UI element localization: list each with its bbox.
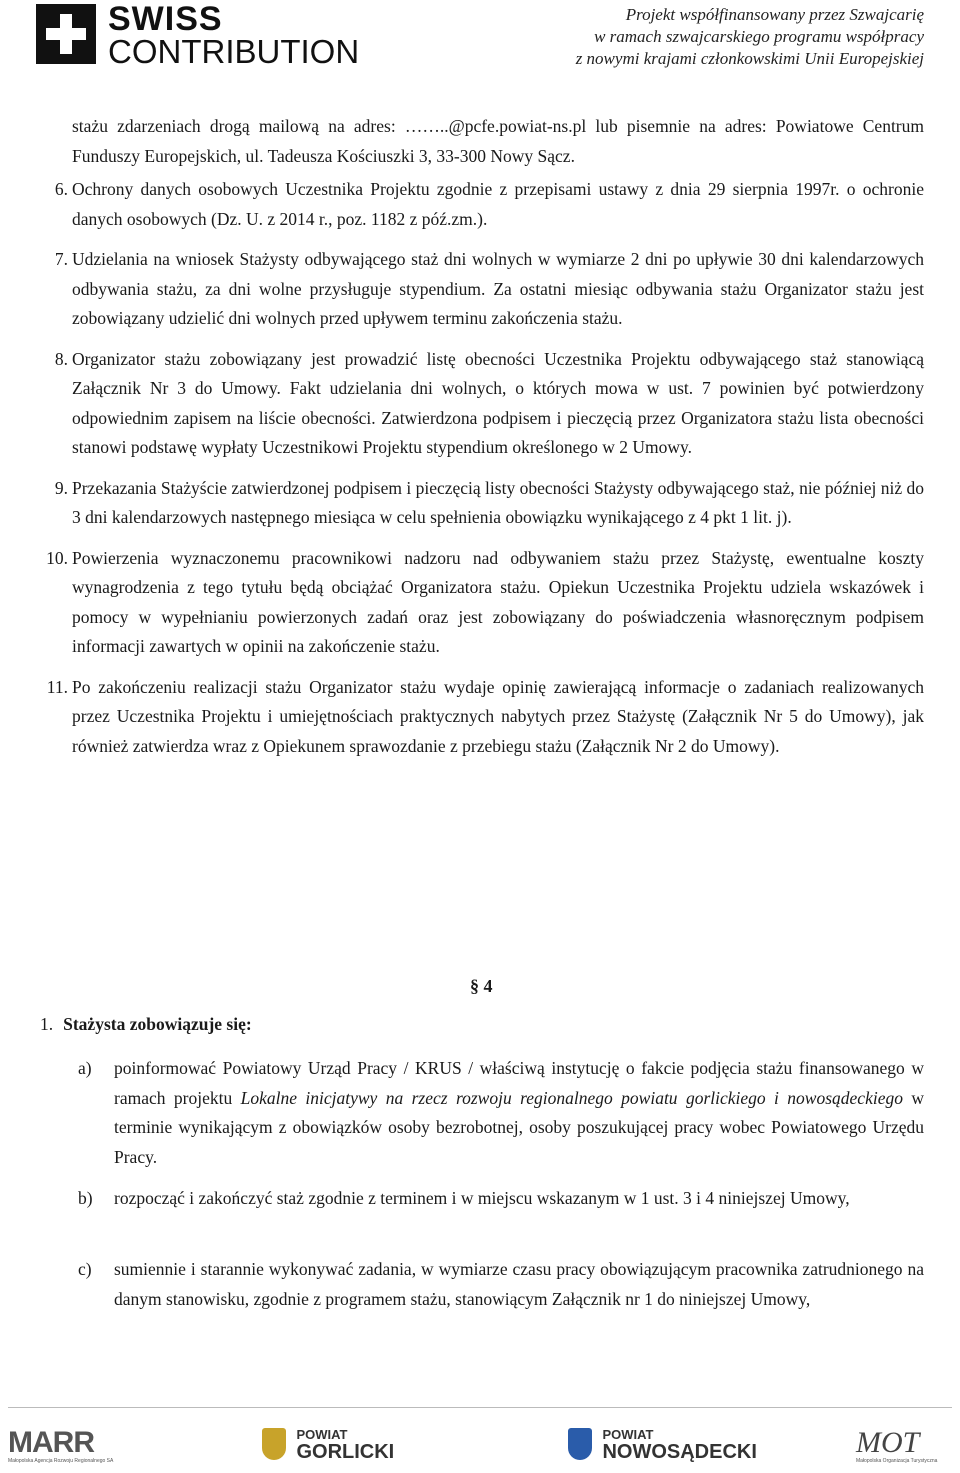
subpoint-item <box>78 1184 924 1214</box>
subpoint-item <box>78 1255 924 1314</box>
item-text: Powierzenia wyznaczonemu pracownikowi nadzoru nad odbywaniem stażu przez Stażystę, ewentualne koszty wynagrodzenia z tego tytułu będą obciążać Organizatora stażu. Opiekun Uczestnika Projektu udziela wskazówek i pomocy w wypełnianiu powierzonych zadań oraz jest zobowiązany do poświadczenia własnoręcznym podpisem informacji zawartych w opinii na zakończenie stażu. <box>72 547 924 656</box>
item-text: Ochrony danych osobowych Uczestnika Projektu zgodnie z przepisami ustawy z dnia 29 sierpnia 1997r. o ochronie danych osobowych (Dz. U. z 2014 r., poz. 1182 z póź.zm.). <box>72 179 924 229</box>
mot-wordmark: MOT <box>856 1426 920 1459</box>
powiat-name: GORLICKI <box>296 1441 395 1463</box>
list-item <box>54 345 924 463</box>
subpoint-text: poinformować Powiatowy Urząd Pracy / KRUS / właściwą instytucję o fakcie podjęcia stażu finansowanego w ramach projektu <box>114 1058 924 1108</box>
item-number: 10. <box>46 547 68 568</box>
powiat-nowosadecki-logo <box>568 1428 757 1468</box>
powiat-label: POWIAT <box>296 1427 348 1442</box>
powiat-gorlicki-logo <box>262 1428 394 1468</box>
subpoint-text: sumiennie i starannie wykonywać zadania, w wymiarze czasu pracy obowiązującym pracownika zatrudnionego na danym stanowisku, zgodnie z programem stażu, stanowiącym Załącznik nr 1 do niniejszej Umowy, <box>114 1259 924 1309</box>
mot-logo <box>856 1428 937 1468</box>
intro-paragraph: stażu zdarzeniach drogą mailową na adres: ……..@pcfe.powiat-ns.pl lub pisemnie na adres: Powiatowe Centrum Funduszy Europejskich, ul. Tadeusza Kościuszki 3, 33-300 Nowy Sącz. <box>72 116 924 166</box>
document-body <box>46 112 924 772</box>
powiat-label: POWIAT <box>602 1427 654 1442</box>
item-number: 11. <box>46 676 68 697</box>
subpoint-mark: b) <box>78 1188 93 1208</box>
funding-line: w ramach szwajcarskiego programu współpracy <box>594 27 924 46</box>
footer-divider <box>8 1407 952 1408</box>
item-text: Udzielania na wniosek Stażysty odbywającego staż dni wolnych w wymiarze 2 dni po upływie 30 dni kalendarzowych odbywania stażu, za dni wolne przysługuje stypendium. Za ostatni miesiąc odbywania stażu Organizator stażu jest zobowiązany udzielić dni wolnych przed upływem terminu zakończenia stażu. <box>72 249 924 328</box>
section-point <box>40 1014 252 1035</box>
item-text: Przekazania Stażyście zatwierdzonej podpisem i pieczęcią listy obecności Stażysty odbywającego staż, nie później niż do 3 dni kalendarzowych następnego miesiąca w celu spełnienia obowiązku wynikającego z 4 pkt 1 lit. j). <box>72 477 924 527</box>
logo-word-contribution: CONTRIBUTION <box>108 33 360 70</box>
item-number: 7. <box>54 249 68 269</box>
subpoint-text-end: w terminie wynikającym z obowiązków osoby bezrobotnej, osoby poszukującej pracy wobec Powiatowego Urzędu Pracy. <box>114 1087 925 1167</box>
page-header <box>0 0 960 80</box>
list-item <box>46 544 924 662</box>
mot-subtitle: Małopolska Organizacja Turystyczna <box>856 1458 938 1464</box>
item-text: Po zakończeniu realizacji stażu Organizator stażu wydaje opinię zawierającą informacje o zadaniach realizowanych przez Uczestnika Projektu i umiejętnościach praktycznych nabytych przez Stażystę (Załącznik Nr 5 do Umowy), jak również zatwierdza wraz z Opiekunem sprawozdanie z przebiegu stażu (Załącznik Nr 2 do Umowy). <box>72 676 924 756</box>
item-number: 6. <box>54 179 68 199</box>
project-funding-note <box>576 4 924 70</box>
list-item <box>54 474 924 533</box>
point-number: 1. <box>40 1014 54 1034</box>
gorlice-crest-icon <box>262 1428 286 1460</box>
subpoint-mark: c) <box>78 1259 92 1279</box>
item-number: 8. <box>54 348 68 369</box>
marr-logo <box>8 1428 113 1468</box>
nowy-sacz-crest-icon <box>568 1428 592 1460</box>
marr-subtitle: Małopolska Agencja Rozwoju Regionalnego SA <box>8 1458 114 1464</box>
item-number: 9. <box>54 477 68 498</box>
subpoint-mark: a) <box>78 1058 92 1078</box>
subpoint-item <box>78 1054 925 1172</box>
list-item <box>54 175 924 234</box>
project-name: Lokalne inicjatywy na rzecz rozwoju regionalnego powiatu gorlickiego i nowosądeckiego <box>240 1087 903 1108</box>
list-item <box>46 673 924 762</box>
funding-line: Projekt współfinansowany przez Szwajcarię <box>625 5 924 24</box>
swiss-cross-icon <box>36 4 96 64</box>
powiat-name: NOWOSĄDECKI <box>602 1441 757 1463</box>
funding-line: z nowymi krajami członkowskimi Unii Europejskiej <box>575 49 924 68</box>
section-heading: § 4 <box>470 976 493 996</box>
swiss-contribution-logo <box>36 2 366 68</box>
logo-word-swiss: SWISS <box>108 0 223 38</box>
item-text: Organizator stażu zobowiązany jest prowadzić listę obecności Uczestnika Projektu odbywającego staż stanowiącą Załącznik Nr 3 do Umowy. Fakt udzielania dni wolnych, o których mowa w ust. 7 powinien być potwierdzony odpowiednim zapisem na liście obecności. Zatwierdzona podpisem i pieczęcią przez Organizatora stażu lista obecności stanowi podstawę wypłaty Uczestnikowi Projektu stypendium określonego w 2 Umowy. <box>72 348 924 457</box>
subpoint-text: rozpocząć i zakończyć staż zgodnie z terminem i w miejscu wskazanym w 1 ust. 3 i 4 niniejszej Umowy, <box>114 1188 850 1208</box>
list-item <box>54 245 924 334</box>
marr-wordmark: MARR <box>8 1426 94 1459</box>
point-title: Stażysta zobowiązuje się: <box>63 1014 252 1034</box>
